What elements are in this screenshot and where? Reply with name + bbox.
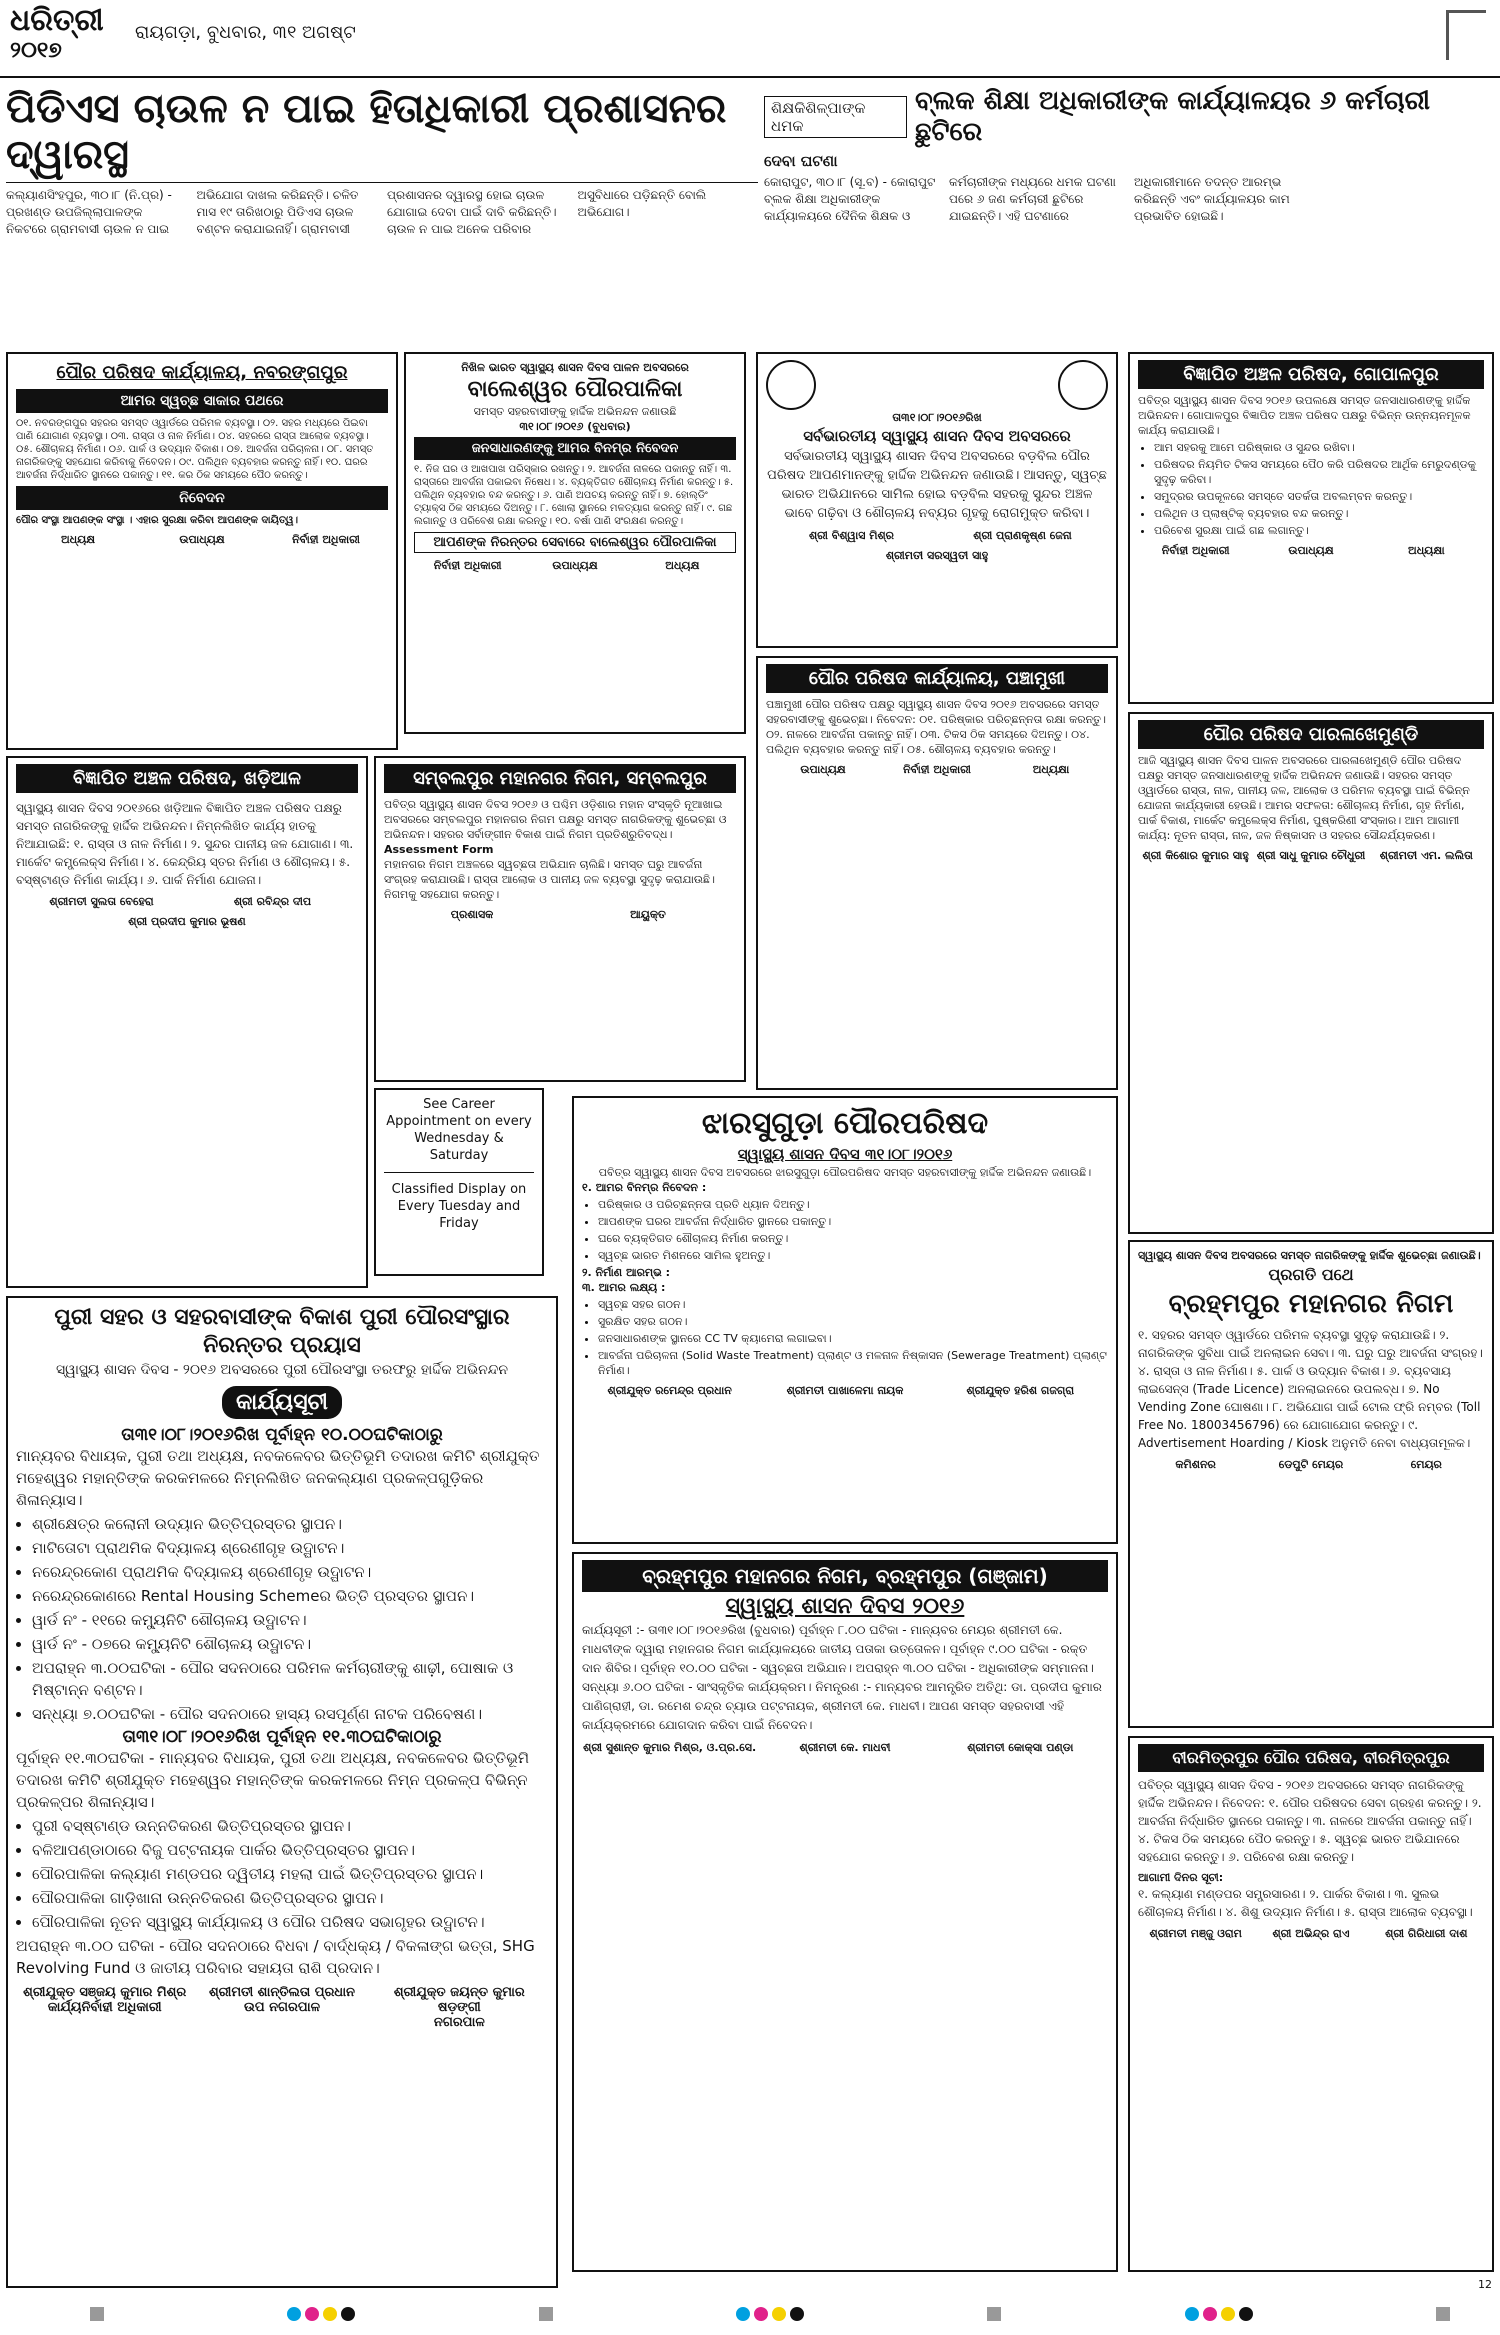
ad-panchamukhi-title: ପୌର ପରିଷଦ କାର୍ଯ୍ୟାଳୟ, ପଞ୍ଚାମୁଖୀ <box>766 664 1108 693</box>
ad-panchamukhi-sig3: ଅଧ୍ୟକ୍ଷା <box>1032 763 1070 776</box>
ad-gopalpur-item: • ଆମ ସହରକୁ ଆମେ ପରିଷ୍କାର ଓ ସୁନ୍ଦର ରଖିବା। <box>1154 440 1484 455</box>
yellow-dot-icon <box>772 2307 786 2321</box>
ad-gopalpur-item: • ପରିଷଦର ନିୟମିତ ଟିକସ ସମୟରେ ପୈଠ କରି ପରିଷଦର ଆର୍ଥିକ ମେରୁଦଣ୍ଡକୁ ସୁଦୃଢ଼ କରିବା। <box>1154 457 1484 487</box>
ad-puri-pill: କାର୍ଯ୍ୟସୂଚୀ <box>222 1386 342 1419</box>
ad-puri-sig3: ଶ୍ରୀଯୁକ୍ତ ଜୟନ୍ତ କୁମାର ଷଡ଼ଙ୍ଗୀ <box>393 1985 525 2015</box>
ad-baleswar-sub2: ଜନସାଧାରଣଙ୍କୁ ଆମର ବିନମ୍ର ନିବେଦନ <box>414 437 736 460</box>
ad-puri-sig2-role: ଉପ ନଗରପାଳ <box>244 2000 320 2015</box>
ad-sambalpur <box>374 756 746 1082</box>
yellow-dot-icon <box>1221 2307 1235 2321</box>
ad-panchamukhi-sig1: ଉପାଧ୍ୟକ୍ଷ <box>800 763 846 776</box>
ad-jharsuguda-item: • ସ୍ୱଚ୍ଛ ଭାରତ ମିଶନରେ ସାମିଲ ହୁଅନ୍ତୁ। <box>598 1248 1108 1263</box>
ad-panchamukhi-sig2: ନିର୍ବାହୀ ଅଧିକାରୀ <box>903 763 971 776</box>
ad-sambalpur-assessment: Assessment Form <box>384 843 494 856</box>
registration-square-icon <box>90 2307 104 2321</box>
ad-nabarangpur-footer: ପୌର ସଂସ୍ଥା ଆପଣଙ୍କ ସଂସ୍ଥା । ଏହାର ସୁରକ୍ଷା କରିବା ଆପଣଙ୍କ ଦାୟିତ୍ୱ। <box>16 515 299 526</box>
ad-brahmapur-ganjam-body: କାର୍ଯ୍ୟସୂଚୀ :- ତା୩୧।୦୮।୨୦୧୬ରିଖ (ବୁଧବାର) ପୂର୍ବାହ୍ନ ୮.୦୦ ଘଟିକା - ମାନ୍ୟବର ମେୟର ଶ୍ରୀମତୀ କେ. ମାଧବୀଙ୍କ ଦ୍ୱାରା ମହାନଗର ନିଗମ କାର୍ଯ୍ୟାଳୟରେ ଜାତୀୟ ପତାକା ଉତ୍ତୋଳନ। ପୂର୍ବାହ୍ନ ୯.୦୦ ଘଟିକା - ରକ୍ତ ଦାନ ଶିବିର। ପୂର୍ବାହ୍ନ ୧୦.୦୦ ଘଟିକା - ସ୍ୱଚ୍ଛତା ଅଭିଯାନ। ଅପରାହ୍ନ ୩.୦୦ ଘଟିକା - ଅଧିକାରୀଙ୍କ ସମ୍ମାନନା। ସନ୍ଧ୍ୟା ୬.୦୦ ଘଟିକା - ସାଂସ୍କୃତିକ କାର୍ଯ୍ୟକ୍ରମ। ନିମନ୍ତ୍ରଣ :- ମାନ୍ୟବର ଆମନ୍ତ୍ରିତ ଅତିଥି: ଡା. ପ୍ରଦୀପ କୁମାର ପାଣିଗ୍ରାହୀ, ଡା. ରମେଶ ଚନ୍ଦ୍ର ଚ୍ୟାଉ ପଟ୍ଟନାୟକ, ଶ୍ରୀମତୀ କେ. ମାଧବୀ। ଆପଣ ସମସ୍ତ ସହରବାସୀ ଏହି କାର୍ଯ୍ୟକ୍ରମରେ ଯୋଗଦାନ କରିବା ପାଇଁ ନିବେଦନ। <box>582 1623 1102 1732</box>
ad-sambalpur-sig2: ଆୟୁକ୍ତ <box>630 908 666 921</box>
black-dot-icon <box>790 2307 804 2321</box>
ad-gopalpur <box>1128 352 1494 704</box>
ad-brahmapur-kicker: ସ୍ୱାସ୍ଥ୍ୟ ଶାସନ ଦିବସ ଅବସରରେ ସମସ୍ତ ନାଗରିକଙ୍କୁ ହାର୍ଦ୍ଦିକ ଶୁଭେଚ୍ଛା ଜଣାଉଛି। <box>1138 1249 1481 1262</box>
ad-nabarangpur-body: ୦୧. ନବରଙ୍ଗପୁର ସହରର ସମସ୍ତ ଓ୍ୱାର୍ଡରେ ପରିମଳ ବ୍ୟବସ୍ଥା। ୦୨. ସହର ମଧ୍ୟରେ ପିଇବା ପାଣି ଯୋଗାଣ ବ୍ୟବସ୍ଥା। ୦୩. ରାସ୍ତା ଓ ନାଳ ନିର୍ମାଣ। ୦୪. ସହରରେ ରାସ୍ତା ଆଲୋକ ବ୍ୟବସ୍ଥା। ୦୫. ଶୌଚାଳୟ ନିର୍ମାଣ। ୦୬. ପାର୍କ ଓ ଉଦ୍ୟାନ ବିକାଶ। ୦୭. ଆବର୍ଜନା ପରିଚାଳନା। ୦୮. ସମସ୍ତ ନାଗରିକଙ୍କୁ ସହଯୋଗ କରିବାକୁ ନିବେଦନ। ୦୯. ପଲିଥିନ ବ୍ୟବହାର କରନ୍ତୁ ନାହିଁ। ୧୦. ଘରର ଆବର୍ଜନା ନିର୍ଦ୍ଧାରିତ ସ୍ଥାନରେ ପକାନ୍ତୁ। ୧୧. କର ଠିକ ସମୟରେ ପୈଠ କରନ୍ତୁ। <box>16 418 374 481</box>
ad-baleswar-sig1: ନିର୍ବାହୀ ଅଧିକାରୀ <box>433 559 502 572</box>
cyan-dot-icon <box>1185 2307 1199 2321</box>
ad-khariar-sig3: ଶ୍ରୀ ପ୍ରଦୀପ କୁମାର ଭୂଷଣ <box>128 915 246 928</box>
ad-jharsuguda-item: • ଆପଣଙ୍କ ଘରର ଆବର୍ଜନା ନିର୍ଦ୍ଧାରିତ ସ୍ଥାନରେ ପକାନ୍ତୁ। <box>598 1214 1108 1229</box>
ad-brahmapur-title: ବ୍ରହ୍ମପୁର ମହାନଗର ନିଗମ <box>1168 1289 1454 1319</box>
ad-khariar <box>6 756 368 1288</box>
ad-jharsuguda-intro: ପବିତ୍ର ସ୍ୱାସ୍ଥ୍ୟ ଶାସନ ଦିବସ ଅବସରରେ ଝାରସୁଗୁଡ଼ା ପୌରପରିଷଦ ସମସ୍ତ ସହରବାସୀଙ୍କୁ ହାର୍ଦ୍ଦିକ ଅଭିନନ୍ଦନ ଜଣାଉଛି। <box>598 1166 1092 1179</box>
ad-brahmapur-ganjam <box>572 1552 1118 2272</box>
ad-brahmapur-body: ୧. ସହରର ସମସ୍ତ ଓ୍ୱାର୍ଡରେ ପରିମଳ ବ୍ୟବସ୍ଥା ସୁଦୃଢ଼ କରାଯାଉଛି। ୨. ନାଗରିକଙ୍କ ସୁବିଧା ପାଇଁ ଅନଲାଇନ ସେବା। ୩. ଘରୁ ଘରୁ ଆବର୍ଜନା ସଂଗ୍ରହ। ୪. ରାସ୍ତା ଓ ନାଳ ନିର୍ମାଣ। ୫. ପାର୍କ ଓ ଉଦ୍ୟାନ ବିକାଶ। ୬. ବ୍ୟବସାୟ ଲାଇସେନ୍ସ (Trade Licence) ଅନଲାଇନରେ ଉପଲବ୍ଧ। ୭. No Vending Zone ଘୋଷଣା। ୮. ଅଭିଯୋଗ ପାଇଁ ଟୋଲ ଫ୍ରି ନମ୍ବର (Toll Free No. 18003456796) ରେ ଯୋଗାଯୋଗ କରନ୍ତୁ। ୯. Advertisement Hoarding / Kiosk ଅନୁମତି ନେବା ବାଧ୍ୟତାମୂଳକ। <box>1138 1328 1483 1450</box>
ad-baleswar-body: ୧. ନିଜ ଘର ଓ ଆଖପାଖ ପରିସ୍କାର ରଖନ୍ତୁ। ୨. ଆବର୍ଜନା ନାଳରେ ପକାନ୍ତୁ ନାହିଁ। ୩. ରାସ୍ତାରେ ଆବର୍ଜନା ପକାଇବା ନିଷେଧ। ୪. ବ୍ୟକ୍ତିଗତ ଶୌଚାଳୟ ନିର୍ମାଣ କରନ୍ତୁ। ୫. ପଲିଥିନ ବ୍ୟବହାର ବନ୍ଦ କରନ୍ତୁ। ୬. ପାଣି ଅପଚୟ କରନ୍ତୁ ନାହିଁ। ୭. ହୋଲ୍ଡିଂ ଟ୍ୟାକ୍ସ ଠିକ ସମୟରେ ଦିଅନ୍ତୁ। ୮. ଖୋଲା ସ୍ଥାନରେ ମଳତ୍ୟାଗ କରନ୍ତୁ ନାହିଁ। ୯. ଗଛ ଲଗାନ୍ତୁ ଓ ପରିବେଶ ରକ୍ଷା କରନ୍ତୁ। ୧୦. ବର୍ଷା ପାଣି ସଂରକ୍ଷଣ କରନ୍ତୁ। <box>414 464 734 527</box>
ad-jharsuguda-sig3: ଶ୍ରୀଯୁକ୍ତ ହରିଶ ଗଜଗ୍ରା <box>966 1384 1075 1397</box>
ad-paralakhemundi-title: ପୌର ପରିଷଦ ପାରଳାଖେମୁଣ୍ଡି <box>1138 720 1484 749</box>
ad-puri-list2-item: • ପୌରପାଳିକା ଗାଡ଼ିଖାନା ଉନ୍ନତିକରଣ ଭିତ୍ତିପ୍ରସ୍ତର ସ୍ଥାପନ। <box>32 1887 548 1909</box>
ad-brahmapur-ganjam-sig1: ଶ୍ରୀ ସୁଶାନ୍ତ କୁମାର ମିଶ୍ର, ଓ.ପ୍ର.ସେ. <box>583 1741 757 1754</box>
registration-square-icon <box>1436 2307 1450 2321</box>
ad-jharsuguda-h3: ୩. ଆମର ଲକ୍ଷ୍ୟ : <box>582 1281 666 1294</box>
ad-jharsuguda-goal: • ସୁରକ୍ଷିତ ସହର ଗଠନ। <box>598 1314 1108 1329</box>
ad-center-sig3: ଶ୍ରୀମତୀ ସରସ୍ୱତୀ ସାହୁ <box>885 549 989 562</box>
ad-center-date: ତା୩୧।୦୮।୨୦୧୬ରିଖ <box>892 411 982 424</box>
ad-nabarangpur-title: ପୌର ପରିଷଦ କାର୍ଯ୍ୟାଳୟ, ନବରଙ୍ଗପୁର <box>56 362 348 383</box>
ad-jharsuguda-item: • ପରିଷ୍କାର ଓ ପରିଚ୍ଛନ୍ନତା ପ୍ରତି ଧ୍ୟାନ ଦିଅନ୍ତୁ। <box>598 1197 1108 1212</box>
ad-khariar-body: ସ୍ୱାସ୍ଥ୍ୟ ଶାସନ ଦିବସ ୨୦୧୬ରେ ଖଡ଼ିଆଳ ବିଜ୍ଞାପିତ ଅଞ୍ଚଳ ପରିଷଦ ପକ୍ଷରୁ ସମସ୍ତ ନାଗରିକଙ୍କୁ ହାର୍ଦ୍ଦିକ ଅଭିନନ୍ଦନ। ନିମ୍ନଲିଖିତ କାର୍ଯ୍ୟ ହାତକୁ ନିଆଯାଇଛି: ୧. ରାସ୍ତା ଓ ନାଳ ନିର୍ମାଣ। ୨. ସୁନ୍ଦର ପାନୀୟ ଜଳ ଯୋଗାଣ। ୩. ମାର୍କେଟ କମ୍ପ୍ଲେକ୍ସ ନିର୍ମାଣ। ୪. କେନ୍ଦ୍ରିୟ ସ୍ତର ନିର୍ମାଣ ଓ ଶୌଚାଳୟ। ୫. ବସ୍ଷ୍ଟାଣ୍ଡ ନିର୍ମାଣ କାର୍ଯ୍ୟ। ୬. ପାର୍କ ନିର୍ମାଣ ଯୋଜନା। <box>16 801 354 887</box>
ad-birmitrapur-sig2: ଶ୍ରୀ ଅଭିନ୍ଦ୍ର ରାଏ <box>1272 1927 1350 1940</box>
ad-khariar-title: ବିଜ୍ଞାପିତ ଅଞ୍ଚଳ ପରିଷଦ, ଖଡ଼ିଆଳ <box>16 764 358 793</box>
ad-birmitrapur-sig3: ଶ୍ରୀ ଗିରିଧାରୀ ଦାଶ <box>1385 1927 1468 1940</box>
logo-text: ଧରିତ୍ରୀ <box>10 3 104 38</box>
lead-body: କଲ୍ୟାଣସିଂହପୁର, ୩୦।୮ (ନି.ପ୍ର) - ପ୍ରଖଣ୍ଡ ଉପଜିଲ୍ଲାପାଳଙ୍କ ନିକଟରେ ଗ୍ରାମବାସୀ ଚାଉଳ ନ ପାଇ ଅଭିଯୋଗ ଦାଖଲ କରିଛନ୍ତି। ଚଳିତ ମାସ ୧୯ ତାରିଖଠାରୁ ପିଡିଏସ ଚାଉଳ ବଣ୍ଟନ କରାଯାଇନାହିଁ। ଗ୍ରାମବାସୀ ପ୍ରଶାସନର ଦ୍ୱାରସ୍ଥ ହୋଇ ଚାଉଳ ଯୋଗାଇ ଦେବା ପାଇଁ ଦାବି କରିଛନ୍ତି। ଚାଉଳ ନ ପାଇ ଅନେକ ପରିବାର ଅସୁବିଧାରେ ପଡ଼ିଛନ୍ତି ବୋଲି ଅଭିଯୋଗ। <box>6 188 707 236</box>
seal-icon <box>766 360 816 410</box>
ad-khariar-sig2: ଶ୍ରୀ ରବିନ୍ଦ୍ର ଦୀପ <box>233 895 312 908</box>
ad-sambalpur-title: ସମ୍ବଲପୁର ମହାନଗର ନିଗମ, ସମ୍ବଲପୁର <box>384 764 736 793</box>
ad-jharsuguda-title: ଝାରସୁଗୁଡ଼ା ପୌରପରିଷଦ <box>701 1106 989 1141</box>
ad-gopalpur-sig1: ନିର୍ବାହୀ ଅଧିକାରୀ <box>1161 544 1230 557</box>
ad-brahmapur-ganjam-sig2: ଶ୍ରୀମତୀ କେ. ମାଧବୀ <box>799 1741 891 1754</box>
ad-puri-list1-item: • ୱାର୍ଡ ନଂ - ୦୭ରେ କମ୍ୟୁନିଟି ଶୌଚାଳୟ ଉଦ୍ଘାଟନ। <box>32 1633 548 1655</box>
ad-puri-list1-item: • ଅପରାହ୍ନ ୩.୦୦ଘଟିକା - ପୌର ସଦନଠାରେ ପରିମଳ କର୍ମଚାରୀଙ୍କୁ ଶାଢ଼ୀ, ପୋଷାକ ଓ ମିଷ୍ଟାନ୍ନ ବଣ୍ଟନ। <box>32 1657 548 1701</box>
ad-paralakhemundi <box>1128 712 1494 1234</box>
ad-puri-sig1-role: କାର୍ଯ୍ୟନିର୍ବାହୀ ଅଧିକାରୀ <box>47 2000 162 2015</box>
ad-jharsuguda-sig2: ଶ୍ରୀମତୀ ପାଖାଳେମା ନାୟକ <box>786 1384 904 1397</box>
ad-sambalpur-body: ପବିତ୍ର ସ୍ୱାସ୍ଥ୍ୟ ଶାସନ ଦିବସ ୨୦୧୬ ଓ ପଶ୍ଚିମ ଓଡ଼ିଶାର ମହାନ ସଂସ୍କୃତି ନୂଆଖାଇ ଅବସରରେ ସମ୍ବଲପୁର ମହାନଗର ନିଗମ ପକ୍ଷରୁ ସମସ୍ତ ନାଗରିକଙ୍କୁ ଶୁଭେଚ୍ଛା ଓ ଅଭିନନ୍ଦନ। ସହରର ସର୍ବାଙ୍ଗୀନ ବିକାଶ ପାଇଁ ନିଗମ ପ୍ରତିଶ୍ରୁତିବଦ୍ଧ। <box>384 798 727 841</box>
ad-puri <box>6 1296 558 2288</box>
ad-nabarangpur-sig2: ଉପାଧ୍ୟକ୍ଷ <box>179 533 225 546</box>
ad-puri-list1-item: • ନରେନ୍ଦ୍ରକୋଣରେ Rental Housing Schemeର ଭିତ୍ତି ପ୍ରସ୍ତର ସ୍ଥାପନ। <box>32 1585 548 1607</box>
ad-birmitrapur-body: ପବିତ୍ର ସ୍ୱାସ୍ଥ୍ୟ ଶାସନ ଦିବସ - ୨୦୧୬ ଅବସରରେ ସମସ୍ତ ନାଗରିକଙ୍କୁ ହାର୍ଦ୍ଦିକ ଅଭିନନ୍ଦନ। ନିବେଦନ: ୧. ପୌର ପରିଷଦର ସେବା ଗ୍ରହଣ କରନ୍ତୁ। ୨. ଆବର୍ଜନା ନିର୍ଦ୍ଧାରିତ ସ୍ଥାନରେ ପକାନ୍ତୁ। ୩. ନାଳରେ ଆବର୍ଜନା ପକାନ୍ତୁ ନାହିଁ। ୪. ଟିକସ ଠିକ ସମୟରେ ପୈଠ କରନ୍ତୁ। ୫. ସ୍ୱଚ୍ଛ ଭାରତ ଅଭିଯାନରେ ସହଯୋଗ କରନ୍ତୁ। ୬. ପରିବେଶ ରକ୍ଷା କରନ୍ତୁ। <box>1138 1778 1482 1864</box>
ad-baleswar-date: ୩୧।୦୮।୨୦୧୬ (ବୁଧବାର) <box>519 420 631 433</box>
ad-nabarangpur <box>6 352 398 750</box>
ad-birmitrapur-upcoming: ୧. କଲ୍ୟାଣ ମଣ୍ଡପର ସମ୍ପ୍ରସାରଣ। ୨. ପାର୍କର ବିକାଶ। ୩. ସୁଲଭ ଶୌଚାଳୟ ନିର୍ମାଣ। ୪. ଶିଶୁ ଉଦ୍ୟାନ ନିର୍ମାଣ। ୫. ରାସ୍ତା ଆଲୋକ ବ୍ୟବସ୍ଥା। <box>1138 1887 1473 1919</box>
side-story-kicker: ଶିକ୍ଷକିଶିଳ୍ପାଙ୍କ ଧମକ <box>764 96 907 138</box>
magenta-dot-icon <box>754 2307 768 2321</box>
ad-jharsuguda-goal: • ସ୍ୱଚ୍ଛ ସହର ଗଠନ। <box>598 1297 1108 1312</box>
ad-jharsuguda <box>572 1096 1118 1544</box>
classified-line1: See Career Appointment on every Wednesday & Saturday <box>386 1097 532 1163</box>
ad-brahmapur-ganjam-sub: ସ୍ୱାସ୍ଥ୍ୟ ଶାସନ ଦିବସ ୨୦୧୬ <box>725 1594 965 1619</box>
ad-brahmapur-ganjam-title: ବ୍ରହ୍ମପୁର ମହାନଗର ନିଗମ, ବ୍ରହ୍ମପୁର (ଗଞ୍ଜାମ) <box>582 1560 1108 1592</box>
dateline: ରାୟଗଡ଼ା, ବୁଧବାର, ୩୧ ଅଗଷ୍ଟ <box>135 22 356 43</box>
ad-puri-date2: ତା୩୧।୦୮।୨୦୧୬ରିଖ ପୂର୍ବାହ୍ନ ୧୧.୩୦ଘଟିକାଠାରୁ <box>122 1727 442 1747</box>
ad-puri-list1-item: • ୱାର୍ଡ ନଂ - ୧୧ରେ କମ୍ୟୁନିଟି ଶୌଚାଳୟ ଉଦ୍ଘାଟନ। <box>32 1609 548 1631</box>
ad-gopalpur-title: ବିଜ୍ଞାପିତ ଅଞ୍ଚଳ ପରିଷଦ, ଗୋପାଳପୁର <box>1138 360 1484 389</box>
side-story-body: କୋରାପୁଟ, ୩୦।୮ (ସୂ.ବ) - କୋରାପୁଟ ବ୍ଲକ ଶିକ୍ଷା ଅଧିକାରୀଙ୍କ କାର୍ଯ୍ୟାଳୟରେ ଦୈନିକ ଶିକ୍ଷକ ଓ କର୍ମଚାରୀଙ୍କ ମଧ୍ୟରେ ଧମକ ଘଟଣା ପରେ ୬ ଜଣ କର୍ମଚାରୀ ଛୁଟିରେ ଯାଇଛନ୍ତି। ଏହି ଘଟଣାରେ ଅଧିକାରୀମାନେ ତଦନ୍ତ ଆରମ୍ଭ କରିଛନ୍ତି ଏବଂ କାର୍ଯ୍ୟାଳୟର କାମ ପ୍ରଭାବିତ ହୋଇଛି। <box>764 175 1290 223</box>
cyan-dot-icon <box>287 2307 301 2321</box>
ad-jharsuguda-goal: • ଜନସାଧାରଣଙ୍କ ସ୍ଥାନରେ CC TV କ୍ୟାମେରା ଲଗାଇବା। <box>598 1331 1108 1346</box>
ad-puri-list1-item: • ସନ୍ଧ୍ୟା ୭.୦୦ଘଟିକା - ପୌର ସଦନଠାରେ ହାସ୍ୟ ରସପୂର୍ଣ୍ଣ ନାଟକ ପରିବେଷଣ। <box>32 1703 548 1725</box>
ad-gopalpur-sig3: ଅଧ୍ୟକ୍ଷା <box>1408 544 1445 557</box>
ad-baleswar <box>404 352 746 734</box>
ad-brahmapur-sig1: କମିଶନର <box>1175 1458 1216 1471</box>
ad-birmitrapur <box>1128 1736 1494 2272</box>
lead-headline: ପିଡିଏସ ଚାଉଳ ନ ପାଇ ହିତାଧିକାରୀ ପ୍ରଶାସନର ଦ୍ୱାରସ୍ଥ <box>6 86 727 178</box>
corner-mark-icon <box>1446 10 1486 60</box>
ad-puri-sig3-role: ନଗରପାଳ <box>433 2015 485 2030</box>
ad-puri-list2-item: • ପୁରୀ ବସ୍ଷ୍ଟାଣ୍ଡ ଉନ୍ନତିକରଣ ଭିତ୍ତିପ୍ରସ୍ତର ସ୍ଥାପନ। <box>32 1815 548 1837</box>
ad-gopalpur-item: • ପରିବେଶ ସୁରକ୍ଷା ପାଇଁ ଗଛ ଲଗାନ୍ତୁ। <box>1154 523 1484 538</box>
registration-square-icon <box>539 2307 553 2321</box>
ad-gopalpur-sig2: ଉପାଧ୍ୟକ୍ଷ <box>1288 544 1334 557</box>
ad-nabarangpur-sub2: ନିବେଦନ <box>16 486 388 510</box>
ad-baleswar-sig2: ଉପାଧ୍ୟକ୍ଷ <box>552 559 598 572</box>
ad-baleswar-kicker: ନିଖିଳ ଭାରତ ସ୍ୱାସ୍ଥ୍ୟ ଶାସନ ଦିବସ ପାଳନ ଅବସରରେ <box>461 361 689 374</box>
ad-puri-list1-item: • ନରେନ୍ଦ୍ରକୋଣ ପ୍ରାଥମିକ ବିଦ୍ୟାଳୟ ଶ୍ରେଣୀଗୃହ ଉଦ୍ଘାଟନ। <box>32 1561 548 1583</box>
ad-center-sig2: ଶ୍ରୀ ପ୍ରାଣକୃଷ୍ଣ ଜେନା <box>973 529 1072 542</box>
ad-jharsuguda-goal: • ଆବର୍ଜନା ପରିଚାଳନା (Solid Waste Treatment) ପ୍ଲାଣ୍ଟ ଓ ମଳନାଳ ନିଷ୍କାସନ (Sewerage Treatment) ପ୍ଲାଣ୍ଟ ନିର୍ମାଣ। <box>598 1348 1108 1378</box>
magenta-dot-icon <box>305 2307 319 2321</box>
ad-puri-sig1: ଶ୍ରୀଯୁକ୍ତ ସଞ୍ଜୟ କୁମାର ମିଶ୍ର <box>23 1985 187 2000</box>
ad-puri-closing: ଅପରାହ୍ନ ୩.୦୦ ଘଟିକା - ପୌର ସଦନଠାରେ ବିଧବା / ବାର୍ଦ୍ଧକ୍ୟ / ବିକଳାଙ୍ଗ ଭତ୍ତା, SHG Revolving Fund ଓ ଜାତୀୟ ପରିବାର ସହାୟତା ରାଶି ପ୍ରଦାନ। <box>16 1937 535 1977</box>
ad-paralakhemundi-sig3: ଶ୍ରୀମତୀ ଏମ. ଲଲିତା <box>1379 849 1473 862</box>
ad-panchamukhi <box>756 656 1118 1090</box>
side-story <box>764 86 1494 348</box>
black-dot-icon <box>1239 2307 1253 2321</box>
ad-brahmapur-sig3: ମେୟର <box>1410 1458 1442 1471</box>
side-story-headline: ବ୍ଲକ ଶିକ୍ଷା ଅଧିକାରୀଙ୍କ କାର୍ଯ୍ୟାଳୟର ୬ କର୍ମଚାରୀ ଛୁଟିରେ <box>914 86 1431 147</box>
ad-puri-kicker: ପୁରୀ ସହର ଓ ସହରବାସୀଙ୍କ ବିକାଶ ପୁରୀ ପୌରସଂସ୍ଥାର ନିରନ୍ତର ପ୍ରୟାସ <box>54 1305 510 1358</box>
ad-panchamukhi-body: ପଞ୍ଚାମୁଖୀ ପୌର ପରିଷଦ ପକ୍ଷରୁ ସ୍ୱାସ୍ଥ୍ୟ ଶାସନ ଦିବସ ୨୦୧୬ ଅବସରରେ ସମସ୍ତ ସହରବାସୀଙ୍କୁ ଶୁଭେଚ୍ଛା। ନିବେଦନ: ୦୧. ପରିଷ୍କାର ପରିଚ୍ଛନ୍ନତା ରକ୍ଷା କରନ୍ତୁ। ୦୨. ନାଳରେ ଆବର୍ଜନା ପକାନ୍ତୁ ନାହିଁ। ୦୩. ଟିକସ ଠିକ ସମୟରେ ଦିଅନ୍ତୁ। ୦୪. ପଲିଥିନ ବ୍ୟବହାର କରନ୍ତୁ ନାହିଁ। ୦୫. ଶୌଚାଳୟ ବ୍ୟବହାର କରନ୍ତୁ। <box>766 698 1106 756</box>
ad-jharsuguda-sig1: ଶ୍ରୀଯୁକ୍ତ ରମେନ୍ଦ୍ର ପ୍ରଧାନ <box>607 1384 732 1397</box>
classified-line2: Classified Display on Every Tuesday and Friday <box>391 1182 527 1231</box>
ad-baleswar-sub: ସମସ୍ତ ସହରବାସୀଙ୍କୁ ହାର୍ଦ୍ଦିକ ଅଭିନନ୍ଦନ ଜଣାଉଛି <box>473 405 677 418</box>
lead-story <box>6 86 758 334</box>
ad-brahmapur-ganjam-sig3: ଶ୍ରୀମତୀ କୋକ୍ସା ପଣ୍ଡା <box>967 1741 1074 1754</box>
ad-baleswar-footer: ଆପଣଙ୍କ ନିରନ୍ତର ସେବାରେ ବାଲେଶ୍ୱର ପୌରପାଳିକା <box>414 532 736 553</box>
ad-brahmapur-nigam <box>1128 1240 1494 1728</box>
logo-year: ୨୦୧୭ <box>10 37 62 63</box>
ad-sambalpur-body2: ମହାନଗର ନିଗମ ଅଞ୍ଚଳରେ ସ୍ୱଚ୍ଛତା ଅଭିଯାନ ଚାଲିଛି। ସମସ୍ତ ଘରୁ ଆବର୍ଜନା ସଂଗ୍ରହ କରାଯାଉଛି। ରାସ୍ତା ଆଲୋକ ଓ ପାନୀୟ ଜଳ ବ୍ୟବସ୍ଥା ସୁଦୃଢ଼ କରାଯାଉଛି। ନିଗମକୁ ସହଯୋଗ କରନ୍ତୁ। <box>384 858 715 901</box>
ad-paralakhemundi-body: ଆଜି ସ୍ୱାସ୍ଥ୍ୟ ଶାସନ ଦିବସ ପାଳନ ଅବସରରେ ପାରଳାଖେମୁଣ୍ଡି ପୌର ପରିଷଦ ପକ୍ଷରୁ ସମସ୍ତ ଜନସାଧାରଣଙ୍କୁ ହାର୍ଦ୍ଦିକ ଅଭିନନ୍ଦନ ଜଣାଉଛି। ସହରର ସମସ୍ତ ଓ୍ୱାର୍ଡରେ ରାସ୍ତା, ନାଳ, ପାନୀୟ ଜଳ, ଆଲୋକ ଓ ପରିମଳ ବ୍ୟବସ୍ଥା ପାଇଁ ବିଭିନ୍ନ ଯୋଜନା କାର୍ଯ୍ୟକାରୀ ହେଉଛି। ଆମର ସଫଳତା: ଶୌଚାଳୟ ନିର୍ମାଣ, ଗୃହ ନିର୍ମାଣ, ପାର୍କ ବିକାଶ, ମାର୍କେଟ କମ୍ପ୍ଲେକ୍ସ ନିର୍ମାଣ, ପୁଷ୍କରିଣୀ ସଂସ୍କାର। ଆମ ଆଗାମୀ କାର୍ଯ୍ୟ: ନୂତନ ରାସ୍ତା, ନାଳ, ଜଳ ନିଷ୍କାସନ ଓ ସହରର ସୌନ୍ଦର୍ଯ୍ୟକରଣ। <box>1138 754 1470 842</box>
ad-nabarangpur-sig1: ଅଧ୍ୟକ୍ଷ <box>60 533 96 546</box>
ad-puri-sub: ସ୍ୱାସ୍ଥ୍ୟ ଶାସନ ଦିବସ - ୨୦୧୬ ଅବସରରେ ପୁରୀ ପୌରସଂସ୍ଥା ତରଫରୁ ହାର୍ଦ୍ଦିକ ଅଭିନନ୍ଦନ <box>56 1362 508 1378</box>
print-registration-bar <box>90 2304 1450 2324</box>
ad-brahmapur-sig2: ଡେପୁଟି ମେୟର <box>1278 1458 1344 1471</box>
ad-baleswar-title: ବାଲେଶ୍ୱର ପୌରପାଳିକା <box>467 377 683 402</box>
ad-nabarangpur-sig3: ନିର୍ବାହୀ ଅଧିକାରୀ <box>292 533 360 546</box>
ad-gopalpur-body: ପବିତ୍ର ସ୍ୱାସ୍ଥ୍ୟ ଶାସନ ଦିବସ ୨୦୧୬ ଉପଲକ୍ଷେ ସମସ୍ତ ଜନସାଧାରଣଙ୍କୁ ହାର୍ଦ୍ଦିକ ଅଭିନନ୍ଦନ। ଗୋପାଳପୁର ବିଜ୍ଞାପିତ ଅଞ୍ଚଳ ପରିଷଦ ପକ୍ଷରୁ ବିଭିନ୍ନ ଉନ୍ନୟନମୂଳକ କାର୍ଯ୍ୟ କରାଯାଉଛି। <box>1138 394 1471 437</box>
ad-birmitrapur-title: ବୀରମିତ୍ରପୁର ପୌର ପରିଷଦ, ବୀରମିତ୍ରପୁର <box>1138 1744 1484 1772</box>
ad-puri-date1: ତା୩୧।୦୮।୨୦୧୬ରିଖ ପୂର୍ବାହ୍ନ ୧୦.୦୦ଘଟିକାଠାରୁ <box>121 1425 443 1445</box>
ad-jharsuguda-item: • ଘରେ ବ୍ୟକ୍ତିଗତ ଶୌଚାଳୟ ନିର୍ମାଣ କରନ୍ତୁ। <box>598 1231 1108 1246</box>
ad-baleswar-sig3: ଅଧ୍ୟକ୍ଷ <box>665 559 700 572</box>
ad-puri-list1-item: • ଶ୍ରୀକ୍ଷେତ୍ର କଲୋନୀ ଉଦ୍ୟାନ ଭିତ୍ତିପ୍ରସ୍ତର ସ୍ଥାପନ। <box>32 1513 548 1535</box>
cyan-dot-icon <box>736 2307 750 2321</box>
ad-center-notice <box>756 352 1118 648</box>
ad-puri-sig2: ଶ୍ରୀମତୀ ଶାନ୍ତିଲତା ପ୍ରଧାନ <box>208 1985 356 2000</box>
ad-jharsuguda-h1: ୧. ଆମର ବିନମ୍ର ନିବେଦନ : <box>582 1181 707 1194</box>
ad-jharsuguda-sub: ସ୍ୱାସ୍ଥ୍ୟ ଶାସନ ଦିବସ ୩୧।୦୮।୨୦୧୬ <box>737 1145 953 1163</box>
ad-nabarangpur-sub1: ଆମର ସ୍ୱଚ୍ଛ ସାକାର ପଥରେ <box>16 389 388 413</box>
newspaper-logo <box>10 4 104 62</box>
ad-jharsuguda-h2: ୨. ନିର୍ମାଣ ଆରମ୍ଭ : <box>582 1266 671 1279</box>
ad-puri-list2-item: • ବଳିଆପଣ୍ଡାଠାରେ ବିଜୁ ପଟ୍ଟନାୟକ ପାର୍କର ଭିତ୍ତିପ୍ରସ୍ତର ସ୍ଥାପନ। <box>32 1839 548 1861</box>
ad-gopalpur-item: • ପଲିଥିନ ଓ ପ୍ଲାଷ୍ଟିକ୍ ବ୍ୟବହାର ବନ୍ଦ କରନ୍ତୁ। <box>1154 506 1484 521</box>
page-number: 12 <box>1478 2278 1492 2291</box>
ad-puri-list2-item: • ପୌରପାଳିକା କଲ୍ୟାଣ ମଣ୍ଡପର ଦ୍ୱିତୀୟ ମହଲା ପାଇଁ ଭିତ୍ତିପ୍ରସ୍ତର ସ୍ଥାପନ। <box>32 1863 548 1885</box>
masthead <box>0 0 1500 78</box>
emblem-icon <box>1058 360 1108 410</box>
yellow-dot-icon <box>323 2307 337 2321</box>
ad-puri-list2-item: • ପୌରପାଳିକା ନୂତନ ସ୍ୱାସ୍ଥ୍ୟ କାର୍ଯ୍ୟାଳୟ ଓ ପୌର ପରିଷଦ ସଭାଗୃହର ଉଦ୍ଘାଟନ। <box>32 1911 548 1933</box>
ad-center-sig1: ଶ୍ରୀ ବିଶ୍ୱାସ ମିଶ୍ର <box>809 529 894 542</box>
ad-gopalpur-item: • ସମୁଦ୍ରର ଉପକୂଳରେ ସମସ୍ତେ ସତର୍କତା ଅବଲମ୍ବନ କରନ୍ତୁ। <box>1154 489 1484 504</box>
ad-sambalpur-sig1: ପ୍ରଶାସକ <box>450 908 494 921</box>
ad-birmitrapur-sig1: ଶ୍ରୀମତୀ ମଞ୍ଜୁ ଓରାମ <box>1149 1927 1242 1940</box>
black-dot-icon <box>341 2307 355 2321</box>
ad-puri-list1-item: • ମାଟିତୋଟା ପ୍ରାଥମିକ ବିଦ୍ୟାଳୟ ଶ୍ରେଣୀଗୃହ ଉଦ୍ଘାଟନ। <box>32 1537 548 1559</box>
magenta-dot-icon <box>1203 2307 1217 2321</box>
ad-birmitrapur-upcoming-heading: ଆଗାମୀ ଦିନର ସୂଚୀ: <box>1138 1871 1224 1884</box>
ad-puri-intro1: ମାନ୍ୟବର ବିଧାୟକ, ପୁରୀ ତଥା ଅଧ୍ୟକ୍ଷ, ନବକଳେବର ଭିତ୍ତିଭୂମି ତଦାରଖ କମିଟି ଶ୍ରୀଯୁକ୍ତ ମହେଶ୍ୱର ମହାନ୍ତିଙ୍କ କରକମଳରେ ନିମ୍ନଲିଖିତ ଜନକଲ୍ୟାଣ ପ୍ରକଳ୍ପଗୁଡ଼ିକର ଶିଳାନ୍ୟାସ। <box>16 1447 540 1509</box>
ad-khariar-sig1: ଶ୍ରୀମତୀ ସୁଲତା ବେହେରା <box>49 895 154 908</box>
ad-paralakhemundi-sig2: ଶ୍ରୀ ସାଧୁ କୁମାର ଚୌଧୁରୀ <box>1256 849 1366 862</box>
side-story-sub: ଦେବା ଘଟଣା <box>764 152 838 170</box>
ad-brahmapur-sub: ପ୍ରଗତି ପଥେ <box>1268 1265 1354 1284</box>
ad-center-title: ସର୍ବଭାରତୀୟ ସ୍ୱାସ୍ଥ୍ୟ ଶାସନ ଦିବସ ଅବସରରେ <box>803 427 1071 445</box>
ad-puri-intro2: ପୂର୍ବାହ୍ନ ୧୧.୩୦ଘଟିକା - ମାନ୍ୟବର ବିଧାୟକ, ପୁରୀ ତଥା ଅଧ୍ୟକ୍ଷ, ନବକଳେବର ଭିତ୍ତିଭୂମି ତଦାରଖ କମିଟି ଶ୍ରୀଯୁକ୍ତ ମହେଶ୍ୱର ମହାନ୍ତିଙ୍କ କରକମଳରେ ନିମ୍ନ ପ୍ରକଳ୍ପ ବିଭିନ୍ନ ପ୍ରକଳ୍ପର ଶିଳାନ୍ୟାସ। <box>16 1749 530 1811</box>
registration-square-icon <box>987 2307 1001 2321</box>
ad-paralakhemundi-sig1: ଶ୍ରୀ କିଶୋର କୁମାର ସାହୁ <box>1142 849 1249 862</box>
ad-center-body: ସର୍ବଭାରତୀୟ ସ୍ୱାସ୍ଥ୍ୟ ଶାସନ ଦିବସ ଅବସରରେ ବଡ଼ବିଲ ପୌର ପରିଷଦ ଆପଣମାନଙ୍କୁ ହାର୍ଦ୍ଦିକ ଅଭିନନ୍ଦନ ଜଣାଉଛି। ଆସନ୍ତୁ, ସ୍ୱଚ୍ଛ ଭାରତ ଅଭିଯାନରେ ସାମିଲ ହୋଇ ବଡ଼ବିଲ ସହରକୁ ସୁନ୍ଦର ଅଞ୍ଚଳ ଭାବେ ଗଢ଼ିବା ଓ ଶୌଚାଳୟ ନବ୍ୟର ଗୃହକୁ ରୋଗମୁକ୍ତ କରିବା। <box>767 449 1107 521</box>
classified-box <box>374 1088 544 1276</box>
